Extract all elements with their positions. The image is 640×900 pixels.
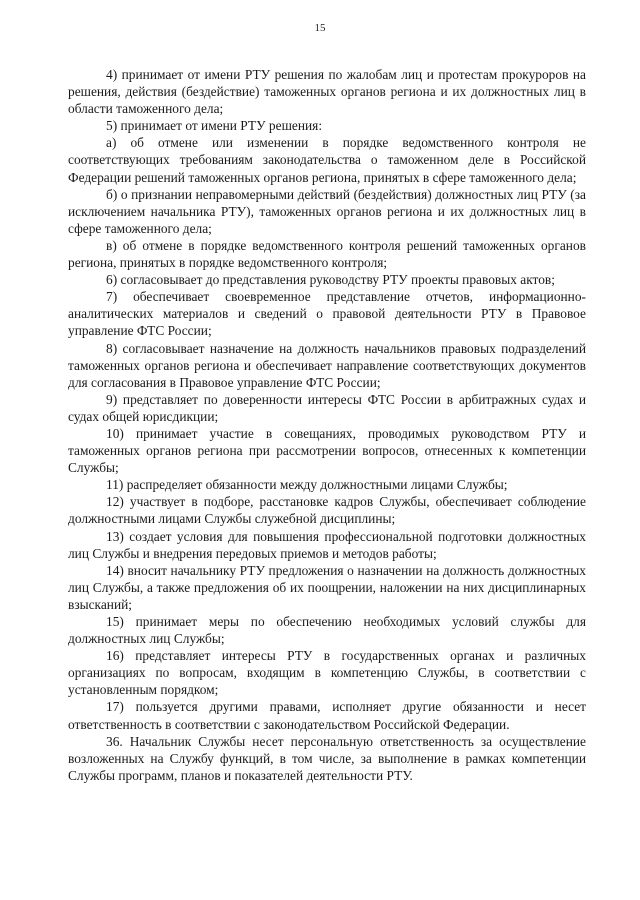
paragraph-item-10: 10) принимает участие в совещаниях, проводимых руководством РТУ и таможенных органов региона при рассмотрении вопросов, отнесенных к компетенции Службы; [68,425,586,476]
document-body [68,66,586,784]
page-number: 15 [314,22,326,34]
paragraph-item-16: 16) представляет интересы РТУ в государственных органах и различных организациях по вопросам, входящим в компетенцию Службы, в соответствии с установленным порядком; [68,648,586,698]
paragraph-item-5v: в) об отмене в порядке ведомственного контроля решений таможенных органов региона, принятых в порядке ведомственного контроля; [68,237,586,271]
paragraph-item-12: 12) участвует в подборе, расстановке кадров Службы, обеспечивает соблюдение должностными лицами Службы служебной дисциплины; [68,494,586,527]
paragraph-item-5: 5) принимает от имени РТУ решения: [106,118,323,134]
paragraph-item-14: 14) вносит начальнику РТУ предложения о назначении на должность должностных лиц Службы, а также предложения об их поощрении, наложении на них дисциплинарных взысканий; [68,562,586,612]
paragraph-item-7: 7) обеспечивает своевременное представление отчетов, информационно-аналитических материалов и сведений о правовой деятельности РТУ в Правовое управление ФТС России; [68,289,586,339]
paragraph-section-36: 36. Начальник Службы несет персональную ответственность за осуществление возложенных на Службу функций, в том числе, за выполнение в рамках компетенции Службы программ, планов и показателей деятельности РТУ. [68,733,586,783]
paragraph-item-13: 13) создает условия для повышения профессиональной подготовки должностных лиц Службы и внедрения передовых приемов и методов работы; [68,528,586,561]
paragraph-item-5a: а) об отмене или изменении в порядке ведомственного контроля не соответствующих требованиям законодательства о таможенном деле в Российской Федерации решений таможенных органов региона, принятых в сфере таможенного дела; [68,135,586,185]
paragraph-item-17: 17) пользуется другими правами, исполняет другие обязанности и несет ответственность в соответствии с законодательством Российской Федерации. [68,699,586,732]
paragraph-item-8: 8) согласовывает назначение на должность начальников правовых подразделений таможенных органов региона и обеспечивает направление соответствующих документов для согласования в Правовое управление ФТС России; [68,340,586,390]
paragraph-item-6: 6) согласовывает до представления руководству РТУ проекты правовых актов; [106,272,555,288]
paragraph-item-11: 11) распределяет обязанности между должностными лицами Службы; [106,477,508,493]
paragraph-item-5b: б) о признании неправомерными действий (бездействия) должностных лиц РТУ (за исключением начальника РТУ), таможенных органов региона и их должностных лиц в сфере таможенного дела; [68,186,586,236]
paragraph-item-15: 15) принимает меры по обеспечению необходимых условий службы для должностных лиц Службы; [68,614,586,647]
paragraph-item-9: 9) представляет по доверенности интересы ФТС России в арбитражных судах и судах общей юрисдикции; [68,391,586,424]
paragraph-item-4: 4) принимает от имени РТУ решения по жалобам лиц и протестам прокуроров на решения, действия (бездействие) таможенных органов региона и их должностных лиц в области таможенного дела; [68,67,586,117]
